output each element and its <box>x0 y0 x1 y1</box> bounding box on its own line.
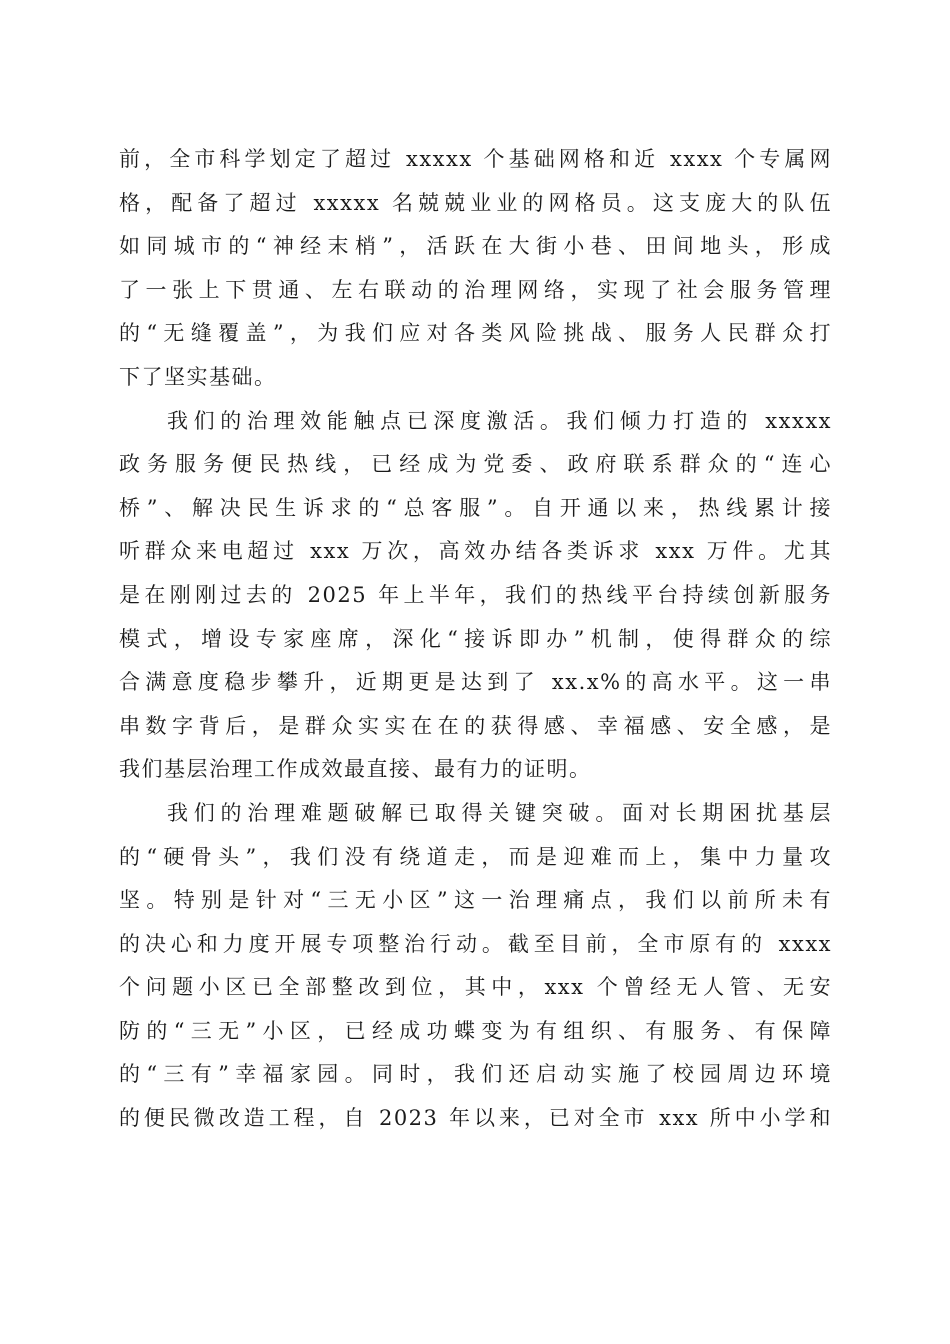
text-line: 我们基层治理工作成效最直接、最有力的证明。 <box>119 757 592 782</box>
text-line: 如同城市的“神经末梢”，活跃在大街小巷、田间地头，形成 <box>119 234 832 259</box>
text-line: 串数字背后，是群众实实在在的获得感、幸福感、安全感，是 <box>119 713 832 738</box>
text-line: 合满意度稳步攀升，近期更是达到了 xx.x%的高水平。这一串 <box>119 670 832 695</box>
text-line: 桥”、解决民生诉求的“总客服”。自开通以来，热线累计接 <box>119 495 832 520</box>
document-body <box>119 138 832 1141</box>
paragraph-1 <box>119 138 832 400</box>
text-line: 个问题小区已全部整改到位，其中，xxx 个曾经无人管、无安 <box>119 975 832 1000</box>
paragraph-2 <box>119 400 832 792</box>
text-line: 防的“三无”小区，已经成功蝶变为有组织、有服务、有保障 <box>119 1018 832 1043</box>
text-line: 模式，增设专家座席，深化“接诉即办”机制，使得群众的综 <box>119 626 832 651</box>
text-line: 我们的治理难题破解已取得关键突破。面对长期困扰基层 <box>167 800 832 825</box>
text-line: 的“三有”幸福家园。同时，我们还启动实施了校园周边环境 <box>119 1062 832 1087</box>
text-line: 我们的治理效能触点已深度激活。我们倾力打造的 xxxxx <box>167 408 832 433</box>
text-line: 的便民微改造工程，自 2023 年以来，已对全市 xxx 所中小学和 <box>119 1106 832 1131</box>
text-line: 坚。特别是针对“三无小区”这一治理痛点，我们以前所未有 <box>119 888 832 913</box>
text-line: 了一张上下贯通、左右联动的治理网络，实现了社会服务管理 <box>119 277 832 302</box>
text-line: 听群众来电超过 xxx 万次，高效办结各类诉求 xxx 万件。尤其 <box>119 539 832 564</box>
text-line: 下了坚实基础。 <box>119 364 277 389</box>
text-line: 政务服务便民热线，已经成为党委、政府联系群众的“连心 <box>119 452 832 477</box>
text-line: 的决心和力度开展专项整治行动。截至目前，全市原有的 xxxx <box>119 931 832 956</box>
text-line: 的“硬骨头”，我们没有绕道走，而是迎难而上，集中力量攻 <box>119 844 832 869</box>
text-line: 前，全市科学划定了超过 xxxxx 个基础网格和近 xxxx 个专属网 <box>119 147 832 171</box>
text-line: 的“无缝覆盖”，为我们应对各类风险挑战、服务人民群众打 <box>119 321 832 346</box>
text-line: 格，配备了超过 xxxxx 名兢兢业业的网格员。这支庞大的队伍 <box>119 190 832 215</box>
paragraph-3 <box>119 792 832 1141</box>
text-line: 是在刚刚过去的 2025 年上半年，我们的热线平台持续创新服务 <box>119 582 832 607</box>
